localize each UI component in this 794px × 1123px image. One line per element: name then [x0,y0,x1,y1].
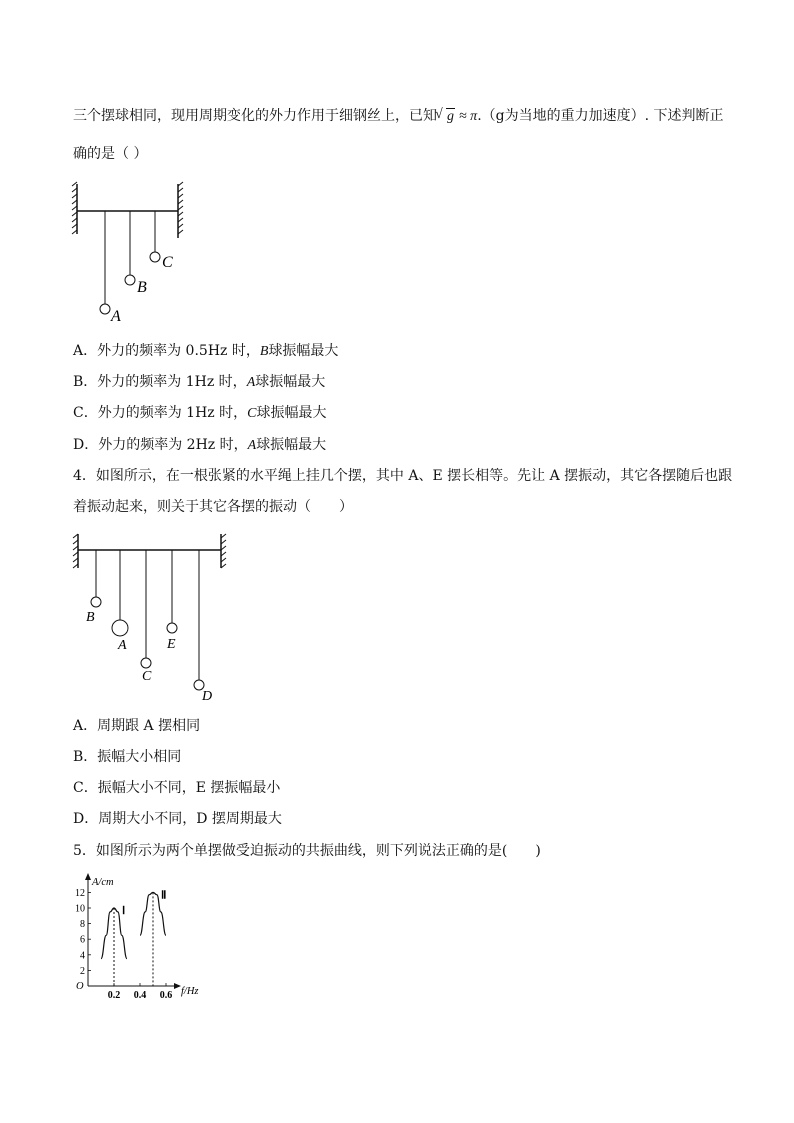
q4-pendulum-figure [66,530,236,705]
q3-stem-text-a: 三个摆球相同，现用周期变化的外力作用于细钢丝上，已知 [73,108,437,124]
q4-option-b[interactable]: B．振幅大小相同 [73,749,182,765]
label-a: A [118,638,127,653]
pendulum-a [112,550,128,636]
q4-option-d[interactable]: D．周期大小不同，D 摆周期最大 [73,811,282,827]
option-text: C．外力的频率为 1Hz 时， [73,405,248,421]
q5-stem: 5．如图所示为两个单摆做受迫振动的共振曲线，则下列说法正确的是( ) [73,843,541,859]
q3-option-b[interactable] [73,372,325,393]
option-var: A [246,375,256,390]
q4-option-c[interactable]: C．振幅大小不同，E 摆振幅最小 [73,780,281,796]
pendulum-c [141,550,151,668]
pendulum-c [150,211,160,262]
label-d: D [202,689,213,704]
label-e: E [167,637,176,652]
pendulum-b [125,211,135,285]
option-text: 球振幅最大 [256,437,327,453]
q3-stem-text-b: .（g为当地的重力加速度）. 下述判断正 [477,108,724,124]
option-text: 球振幅最大 [268,343,339,359]
option-text: A．外力的频率为 0.5Hz 时， [73,343,260,359]
option-text: 球振幅最大 [255,374,326,390]
y-tick-label: 8 [80,919,85,931]
option-text: B．外力的频率为 1Hz 时， [73,374,247,390]
y-tick-label: 12 [75,887,85,899]
option-var: C [247,406,257,421]
resonance-curve-chart [70,868,220,1003]
q3-pendulum-figure [66,178,196,328]
left-wall [73,534,78,568]
label-c: C [162,254,173,271]
option-text: D．外力的频率为 2Hz 时， [73,437,248,453]
pendulum-e [167,550,177,633]
sqrt-g-radicand: g [447,109,454,124]
pendulum-a [100,211,110,314]
x-tick-label: 0.6 [159,990,173,1001]
y-axis-arrow [85,873,91,880]
q3-option-c[interactable] [73,403,326,424]
y-tick-label: 6 [80,934,85,946]
option-text: 球振幅最大 [256,405,327,421]
curve-label-1: Ⅰ [122,905,126,917]
label-a: A [111,308,121,325]
label-b: B [86,610,95,625]
label-b: B [137,279,147,296]
origin-label: O [76,981,84,992]
q3-option-a[interactable] [73,341,338,362]
x-axis-arrow [174,983,181,989]
label-c: C [142,669,152,684]
option-var: A [247,438,257,453]
approx-pi: ≈ π [459,109,478,124]
x-tick-label: 0.4 [133,990,147,1001]
y-tick-label: 2 [80,965,85,977]
pendulum-b [91,550,101,607]
q3-option-d[interactable] [73,435,326,456]
x-tick-label: 0.2 [107,990,121,1001]
curve-label-2: Ⅱ [161,889,167,902]
y-axis-label: A/cm [92,877,114,888]
left-wall [72,182,77,234]
q3-stem-line2: 确的是（ ） [73,146,148,162]
q3-stem-line1 [73,106,724,127]
right-wall [221,534,226,568]
q4-stem-line2: 着振动起来，则关于其它各摆的振动（ ） [73,499,353,515]
option-var: B [259,344,269,359]
pendulum-d [194,550,204,690]
y-tick-label: 10 [75,903,85,915]
q4-stem-line1: 4．如图所示，在一根张紧的水平绳上挂几个摆，其中 A、E 摆长相等。先让 A 摆振动，其它各摆随后也跟 [73,468,733,484]
sqrt-g-formula [437,107,455,127]
y-tick-label: 4 [80,950,85,962]
right-wall [178,182,183,238]
x-axis-label: f/Hz [181,986,199,997]
q4-option-a[interactable]: A．周期跟 A 摆相同 [73,718,201,734]
